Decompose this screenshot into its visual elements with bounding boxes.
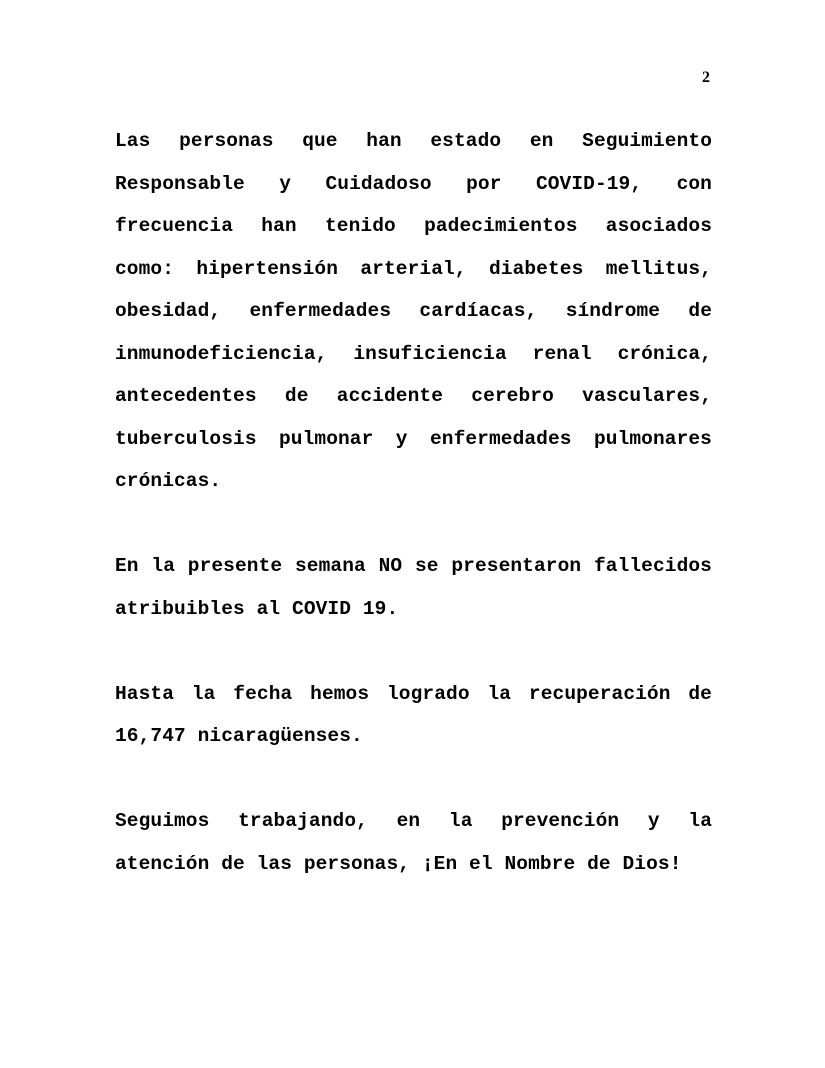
paragraph-recoveries: Hasta la fecha hemos logrado la recuperación de 16,747 nicaragüenses. [115,682,712,747]
paragraph-comorbidities: Las personas que han estado en Seguimiento Responsable y Cuidadoso por COVID-19, con frecuencia han tenido padecimientos asociados como: hipertensión arterial, diabetes mellitus, obesidad, enfermedades cardíacas, síndrome de inmunodeficiencia, insuficiencia renal crónica, antecedentes de accidente cerebro vasculares, tuberculosis pulmonar y enfermedades pulmonares crónicas. [115,130,712,492]
paragraph-no-deaths: En la presente semana NO se presentaron fallecidos atribuibles al COVID 19. [115,555,712,620]
page-number: 2 [702,69,710,86]
document-body [115,120,712,885]
paragraph-closing: Seguimos trabajando, en la prevención y la atención de las personas, ¡En el Nombre de Dios! [115,810,712,875]
